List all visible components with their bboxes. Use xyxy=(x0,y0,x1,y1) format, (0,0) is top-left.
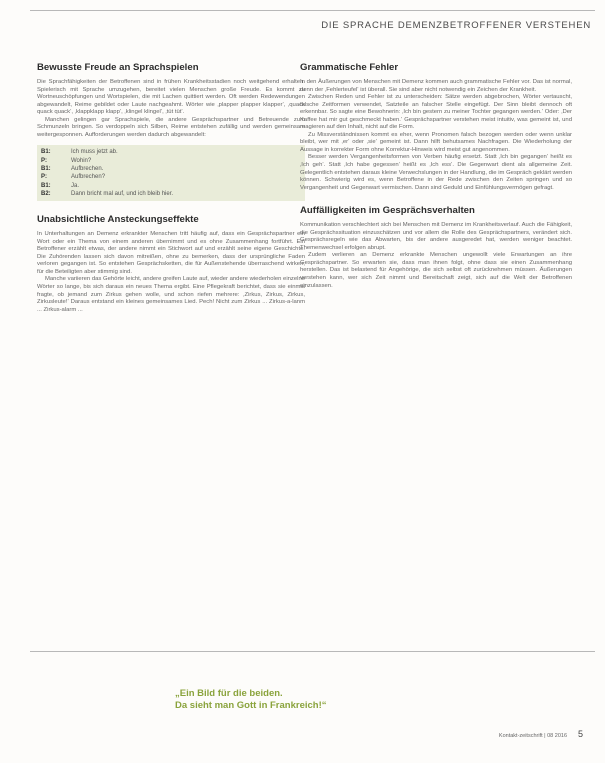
dialog-line: P: Wohin? xyxy=(41,157,92,164)
paragraph: Die Sprachfähigkeiten der Betroffenen sind in frühen Krankheitsstadien noch weitgehend erhalten. Spielerisch mit Sprache umzugehen, bereitet vielen Menschen große Freude. Es kommt zu Wortneuschöpfungen und Wortspielen, die mit Lachen quittiert werden. Oft werden Redewendungen abgewandelt, Reime gebildet oder Laute nachgeahmt. Wörter wie ‚plapper plapper klapper‘, ‚quack quack quack‘, ‚klappklapp klapp‘, ‚klingel klingel‘, ‚tüt tüt‘. xyxy=(37,79,305,116)
dialog-line: B1: Aufbrechen. xyxy=(41,165,104,172)
dialog-line: B1: Ja. xyxy=(41,182,80,189)
page-number: 5 xyxy=(577,729,583,739)
paragraph: In Unterhaltungen an Demenz erkrankter Menschen tritt häufig auf, dass ein Gesprächspartner ein Wort oder ein Thema von einem anderen übernimmt und es ohne Zusammenhang fortführt. Ein Betroffener erzählt etwas, der andere nimmt ein Stichwort auf und erzählt seine eigene Geschichte. Die Zuhörenden lassen sich davon mitreißen, ohne zu bemerken, dass der ursprüngliche Faden verloren gegangen ist. So entstehen Gesprächsketten, die für Außenstehende überraschend wirken, für die Beteiligten aber stimmig sind. xyxy=(37,231,305,275)
paragraph: Zu Missverständnissen kommt es eher, wenn Pronomen falsch bezogen werden oder wenn unklar bleibt, wer mit ‚er‘ oder ‚sie‘ gemeint ist. Dann hilft behutsames Nachfragen. Die Wiederholung der Aussage in korrekter Form ohne Korrektur-Hinweis wird meist gut angenommen. xyxy=(300,131,572,153)
paragraph: Manche variieren das Gehörte leicht, andere greifen Laute auf, wieder andere wiederholen einzelne Wörter so lange, bis sich daraus ein neues Thema ergibt. Eine Pflegekraft berichtet, dass sie einmal fragte, ob jemand zum Zirkus gehen wolle, und schon riefen mehrere: ‚Zirkus, Zirkus, Zirkus, Zirkusleute!‘ Daraus entstand ein kleines gemeinsames Lied. Pech! Nicht zum Zirkus ... Zirkus-a-lanm ... Zirkus-alarm ... xyxy=(37,276,305,313)
section-heading-sprachspiele: Bewusste Freude an Sprachspielen xyxy=(37,62,199,73)
left-column xyxy=(37,62,305,314)
header-rule xyxy=(30,10,595,11)
dialog-line: B1: Ich muss jetzt ab. xyxy=(41,149,118,156)
pull-quote xyxy=(175,688,327,712)
paragraph: In den Äußerungen von Menschen mit Demenz kommen auch grammatische Fehler vor. Das ist normal, denn der ‚Fehlerteufel‘ ist überall. Sie sind aber nicht notwendig ein Zeichen der Krankheit. xyxy=(300,79,572,93)
quote-rule xyxy=(30,651,595,652)
paragraph: Zudem verlieren an Demenz erkrankte Menschen ungewollt viele Erwartungen an ihre Gesprächspartner. So erwarten sie, dass man ihnen folgt, ohne dass sie einen Zusammenhang herstellen. Das ist belastend für Angehörige, die sich selbst oft zurücknehmen müssen. Äußerungen verstehen kann, wer sich Zeit nimmt und Bereitschaft zeigt, sich auf die Welt der Betroffenen einzulassen. xyxy=(300,252,572,289)
dialog-box xyxy=(37,145,305,201)
pull-quote-line: Da sieht man Gott in Frankreich!“ xyxy=(175,700,327,711)
paragraph: Zwischen Reden und Fehler ist zu unterscheiden: Sätze werden abgebrochen, Wörter vertauscht, falsche Zeitformen verwendet, Satzteile an falscher Stelle eingefügt. Der Sinn bleibt dennoch oft erkennbar. So sagte eine Bewohnerin: ‚Ich bin gestern zu meiner Tochter gegangen werden.‘ Oder: ‚Der Kaffee hat mir gut geschmeckt haben.‘ Gesprächspartner verstehen meist intuitiv, was gemeint ist, und reagieren auf den Inhalt, nicht auf die Form. xyxy=(300,94,572,131)
section-heading-gespraechsverhalten: Auffälligkeiten im Gesprächsverhalten xyxy=(300,205,475,217)
section-heading-grammatische-fehler: Grammatische Fehler xyxy=(300,62,399,73)
section-heading-ansteckungseffekte: Unabsichtliche Ansteckungseffekte xyxy=(37,214,199,226)
footer-publication: Kontakt-zeitschrift | 08 2016 xyxy=(498,733,567,739)
paragraph: Manchen gelingen gar Sprachspiele, die andere Gesprächspartner und Betreuende zum Schmunzeln bringen. So verdoppeln sich Silben, Reime entstehen zufällig und werden gemeinsam weitergesponnen. Aufforderungen werden dadurch abgewandelt: xyxy=(37,116,305,138)
running-header: DIE SPRACHE DEMENZBETROFFENER VERSTEHEN xyxy=(321,20,591,31)
paragraph: Kommunikation verschlechtert sich bei Menschen mit Demenz im Krankheitsverlauf. Auch die Fähigkeit, die Gesprächssituation einzuschätzen und vor allem die Rolle des Gesprächspartners, verändert sich. Gesprächsregeln wie das Abwarten, bis der andere ausgeredet hat, werden weniger beachtet. Themenwechsel erfolgen abrupt. xyxy=(300,222,572,251)
right-column xyxy=(300,62,572,290)
paragraph: Besser werden Vergangenheitsformen von Verben häufig ersetzt. Statt ‚Ich bin gegangen‘ heißt es ‚Ich geh‘. Statt ‚Ich habe gegessen‘ heißt es ‚Ich ess‘. Die Gegenwart dient als allgemeine Zeit. Gelegentlich entstehen daraus kleine Verwechslungen in der Handlung, die im Gespräch geklärt werden können. Schwierig wird es, wenn Betroffene in der Rede zwischen den Zeiten springen und so Vergangenheit und Gegenwart vermischen. Dann sind Geduld und Einfühlungsvermögen gefragt. xyxy=(300,154,572,191)
dialog-line: P: Aufbrechen? xyxy=(41,174,106,181)
pull-quote-line: „Ein Bild für die beiden. xyxy=(175,688,283,699)
dialog-line: B2: Dann bricht mal auf, und ich bleib hier. xyxy=(41,190,174,197)
